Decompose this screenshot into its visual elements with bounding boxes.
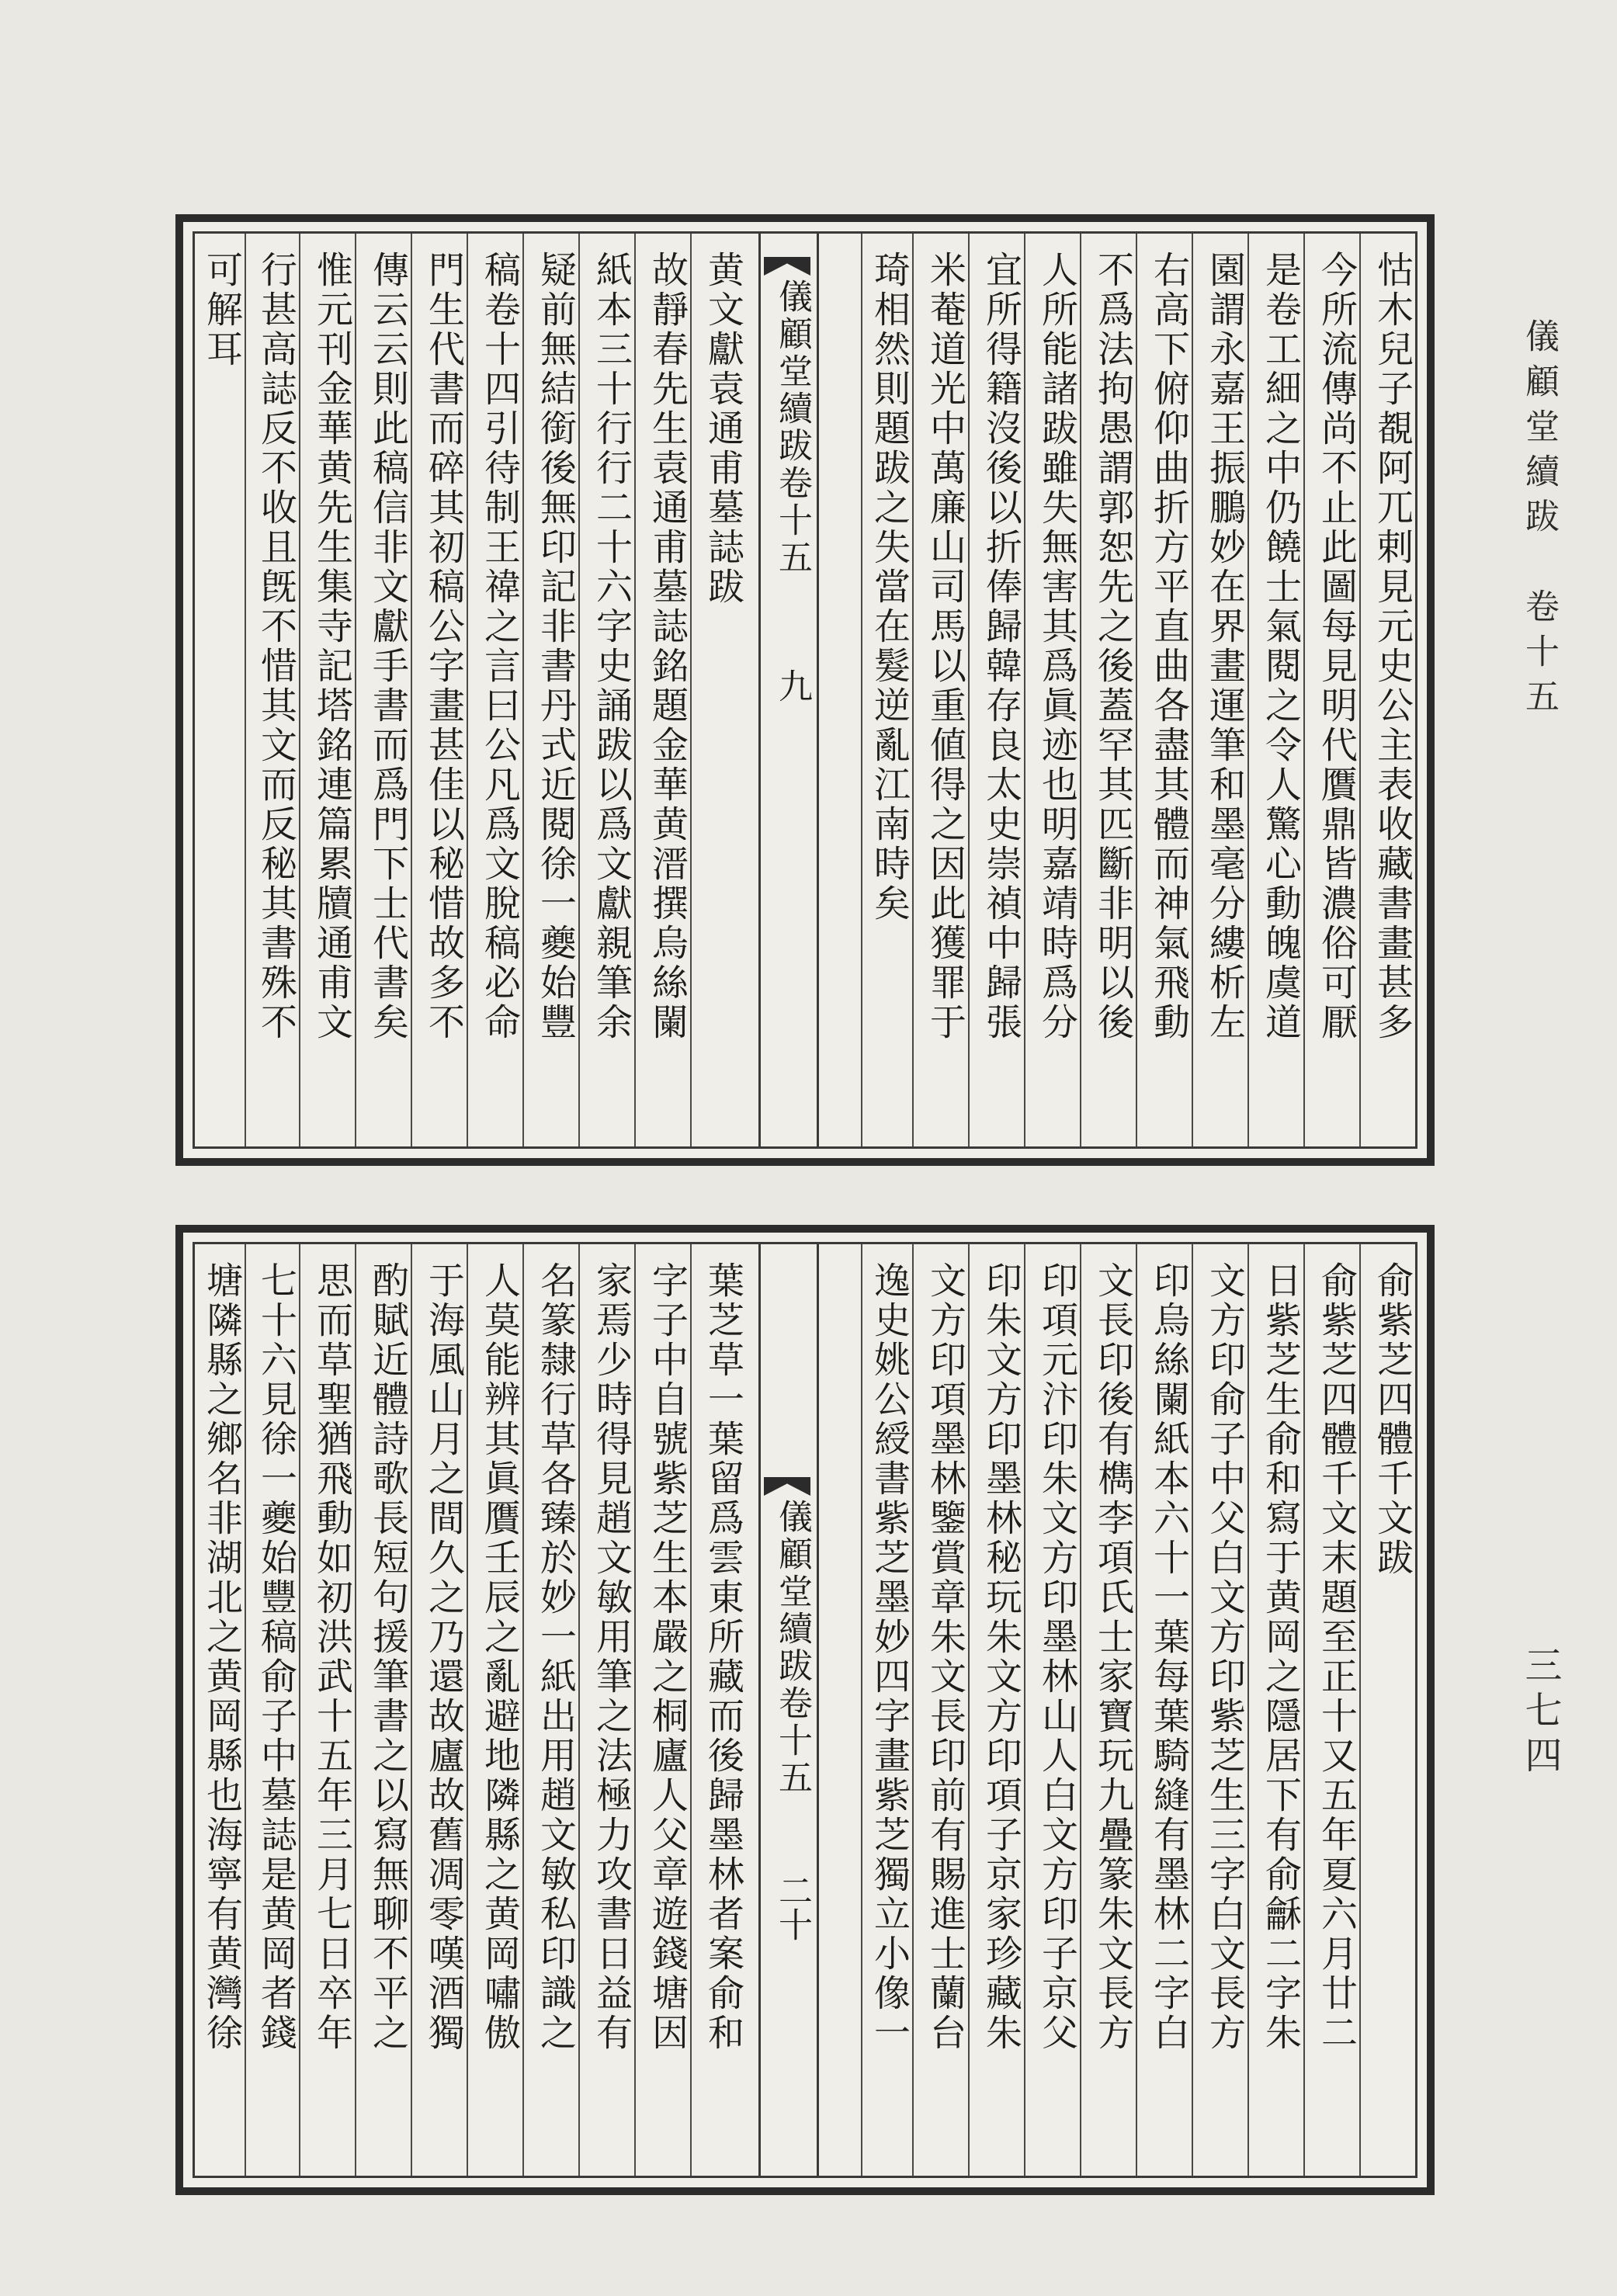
column-rule xyxy=(299,1244,300,2176)
text-column: 逸史姚公綬書紫芝墨妙四字畫紫芝獨立小像一 xyxy=(868,1261,911,2053)
column-rule xyxy=(245,234,246,1146)
text-column: 是卷工細之中仍饒士氣閱之令人驚心動魄虞道 xyxy=(1259,251,1302,1042)
text-column: 人莫能辨其眞贋壬辰之亂避地隣縣之黄岡嘯傲 xyxy=(478,1261,521,2053)
page-number: 三七四 xyxy=(1518,1646,1562,1781)
lower-leaf-frame xyxy=(193,1242,1417,2178)
column-rule xyxy=(968,1244,970,2176)
text-column: 文長印後有檇李項氏士家寶玩九疊篆朱文長方 xyxy=(1091,1261,1134,2053)
column-rule xyxy=(578,234,580,1146)
text-column: 人所能諸跋雖失無害其爲眞迹也明嘉靖時爲分 xyxy=(1036,251,1078,1042)
text-column: 故靜春先生袁通甫墓誌銘題金華黄溍撰烏絲闌 xyxy=(646,251,689,1042)
fish-tail-mark xyxy=(764,257,810,276)
text-column: 園謂永嘉王振鵬妙在界畫運筆和墨毫分縷析左 xyxy=(1203,251,1246,1042)
upper-center-title: 儀顧堂續跋卷十五 xyxy=(772,279,812,577)
text-column: 印烏絲闌紙本六十一葉每葉騎縫有墨林二字白 xyxy=(1147,1261,1190,2053)
column-rule xyxy=(522,234,524,1146)
column-rule xyxy=(578,1244,580,2176)
column-rule xyxy=(411,234,412,1146)
column-rule xyxy=(861,234,862,1146)
column-rule xyxy=(1024,1244,1025,2176)
column-rule xyxy=(1192,1244,1193,2176)
text-column: 俞紫芝四體千文末題至正十又五年夏六月廿二 xyxy=(1315,1261,1358,2053)
column-rule xyxy=(522,1244,524,2176)
column-rule xyxy=(1136,1244,1137,2176)
column-rule xyxy=(1303,234,1305,1146)
text-column: 紙本三十行行二十六字史誦跋以爲文獻親筆余 xyxy=(590,251,633,1042)
upper-leaf-frame xyxy=(193,231,1417,1149)
text-column: 文方印項墨林鑒賞章朱文長印前有賜進士蘭台 xyxy=(924,1261,966,2053)
column-rule xyxy=(245,1244,246,2176)
text-column: 印朱文方印墨林秘玩朱文方印項子京家珍藏朱 xyxy=(980,1261,1022,2053)
column-rule xyxy=(1080,1244,1081,2176)
text-column: 于海風山月之間久之乃還故廬故舊凋零嘆酒獨 xyxy=(422,1261,465,2053)
text-column: 可解耳 xyxy=(200,251,243,369)
text-column: 酌賦近體詩歌長短句援筆書之以寫無聊不平之 xyxy=(366,1261,409,2053)
text-column: 宜所得籍沒後以折俸歸韓存良太史崇禎中歸張 xyxy=(980,251,1022,1042)
text-column: 七十六見徐一夔始豐稿俞子中墓誌是黄岡者錢 xyxy=(255,1261,297,2053)
text-column: 惟元刊金華黄先生集寺記塔銘連篇累牘通甫文 xyxy=(311,251,353,1042)
text-column: 疑前無結銜後無印記非書丹式近閱徐一夔始豐 xyxy=(534,251,577,1042)
text-column: 行甚高誌反不收且旣不惜其文而反秘其書殊不 xyxy=(255,251,297,1042)
text-column: 傳云云則此稿信非文獻手書而爲門下士代書矣 xyxy=(366,251,409,1042)
column-rule xyxy=(355,1244,356,2176)
column-rule xyxy=(1359,234,1361,1146)
column-rule xyxy=(1024,234,1025,1146)
text-column: 米菴道光中萬廉山司馬以重値得之因此獲罪于 xyxy=(924,251,966,1042)
column-rule xyxy=(467,234,468,1146)
lower-center-strip xyxy=(758,1244,819,2176)
column-rule xyxy=(861,1244,862,2176)
text-column: 怙木兒子覩阿兀剌見元史公主表收藏書畫甚多 xyxy=(1371,251,1414,1042)
upper-leaf-panel xyxy=(175,214,1435,1166)
column-rule xyxy=(1136,234,1137,1146)
text-column: 文方印俞子中父白文方印紫芝生三字白文長方 xyxy=(1203,1261,1246,2053)
column-rule xyxy=(1359,1244,1361,2176)
text-column: 右高下俯仰曲折方平直曲各盡其體而神氣飛動 xyxy=(1147,251,1190,1042)
column-rule xyxy=(1247,1244,1249,2176)
column-rule xyxy=(690,1244,692,2176)
upper-center-folio: 九 xyxy=(772,668,812,702)
text-column: 名篆隸行草各臻於妙一紙出用趙文敏私印識之 xyxy=(534,1261,577,2053)
column-rule xyxy=(968,234,970,1146)
text-column: 稿卷十四引待制王禕之言曰公凡爲文脫稿必命 xyxy=(478,251,521,1042)
column-rule xyxy=(299,234,300,1146)
text-column: 印項元汴印朱文方印墨林山人白文方印子京父 xyxy=(1036,1261,1078,2053)
lower-leaf-panel xyxy=(175,1225,1435,2195)
text-column: 塘隣縣之鄉名非湖北之黄岡縣也海寧有黄灣徐 xyxy=(200,1261,243,2053)
lower-center-title: 儀顧堂續跋卷十五 xyxy=(772,1499,812,1797)
section-heading: 俞紫芝四體千文跋 xyxy=(1371,1261,1414,1578)
column-rule xyxy=(355,234,356,1146)
section-heading: 黄文獻袁通甫墓誌跋 xyxy=(702,251,744,607)
text-column: 日紫芝生俞和寫于黄岡之隱居下有俞龢二字朱 xyxy=(1259,1261,1302,2053)
upper-center-strip xyxy=(758,234,819,1146)
text-column: 思而草聖猶飛動如初洪武十五年三月七日卒年 xyxy=(311,1261,353,2053)
column-rule xyxy=(634,234,636,1146)
column-rule xyxy=(912,1244,914,2176)
text-column: 不爲法拘愚謂郭恕先之後蓋罕其匹斷非明以後 xyxy=(1091,251,1134,1042)
fish-tail-mark xyxy=(764,1477,810,1496)
column-rule xyxy=(1303,1244,1305,2176)
text-column: 字子中自號紫芝生本嚴之桐廬人父章遊錢塘因 xyxy=(646,1261,689,2053)
column-rule xyxy=(912,234,914,1146)
column-rule xyxy=(690,234,692,1146)
text-column: 葉芝草一葉留爲雲東所藏而後歸墨林者案俞和 xyxy=(702,1261,744,2053)
column-rule xyxy=(1192,234,1193,1146)
column-rule xyxy=(467,1244,468,2176)
text-column: 門生代書而碎其初稿公字畫甚佳以秘惜故多不 xyxy=(422,251,465,1042)
text-column: 家焉少時得見趙文敏用筆之法極力攻書日益有 xyxy=(590,1261,633,2053)
column-rule xyxy=(634,1244,636,2176)
lower-center-folio: 二十 xyxy=(772,1873,812,1941)
column-rule xyxy=(411,1244,412,2176)
text-column: 琦相然則題跋之失當在髮逆亂江南時矣 xyxy=(868,251,911,924)
column-rule xyxy=(1080,234,1081,1146)
text-column: 今所流傳尚不止此圖每見明代贋鼎皆濃俗可厭 xyxy=(1315,251,1358,1042)
running-title: 儀顧堂續跋 卷十五 xyxy=(1519,318,1559,723)
column-rule xyxy=(1247,234,1249,1146)
